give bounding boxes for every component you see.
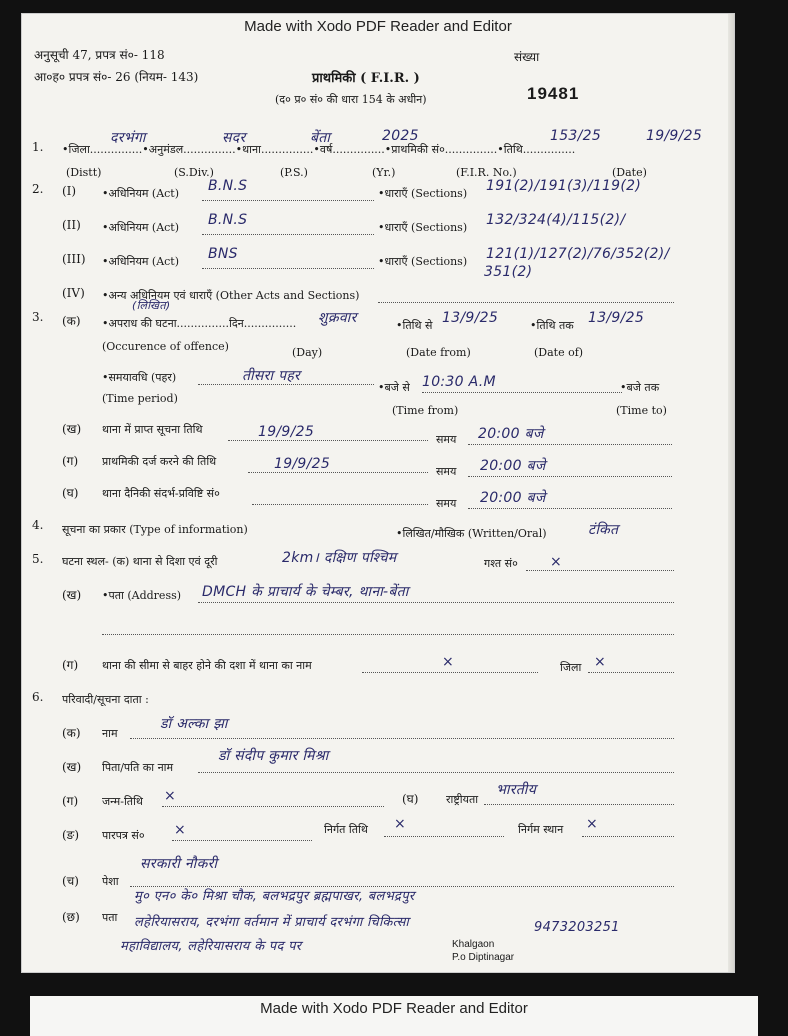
- date-to-value: 13/9/25: [588, 310, 645, 326]
- dob-value: ×: [164, 788, 177, 804]
- act-ii-label: (II): [62, 218, 81, 232]
- sec2-value: 132/324(4)/115(2)/: [486, 212, 626, 228]
- row6-ka: (क): [62, 726, 81, 740]
- complainant-name: डॉ अल्का झा: [160, 716, 228, 732]
- issue-date-label: निर्गत तिथि: [324, 823, 368, 836]
- outside-label: थाना की सीमा से बाहर होने की दशा में थाना का नाम: [102, 659, 312, 672]
- row6-nga: (ङ): [62, 828, 80, 842]
- place-address-line: [198, 602, 674, 603]
- outside-district-value: ×: [594, 654, 607, 670]
- xodo-banner-2: Made with Xodo PDF Reader and Editor: [260, 1000, 528, 1017]
- time-to-label: •बजे तक: [620, 381, 660, 394]
- dist-en: (Distt): [66, 166, 102, 179]
- row6-gha: (घ): [402, 792, 419, 806]
- row3-ka: (क): [62, 314, 81, 328]
- outside-district-label: जिला: [560, 661, 582, 674]
- nationality-line: [484, 804, 674, 805]
- place-address-line-2: [102, 634, 674, 635]
- nationality-value: भारतीय: [496, 782, 537, 798]
- name-label: नाम: [102, 727, 118, 740]
- info-time-label: समय: [436, 433, 457, 446]
- dob-label: जन्म-तिथि: [102, 795, 143, 808]
- row6-ga: (ग): [62, 794, 79, 808]
- sec3-value: 121(1)/127(2)/76/352(2)/: [486, 246, 670, 262]
- info-received-line: [228, 440, 428, 441]
- police-station-value: बेंता: [310, 130, 331, 146]
- occurrence-label: •अपराध की घटना...............दिन...............: [102, 317, 297, 330]
- row6-cha: (च): [62, 874, 79, 888]
- info-received-date: 19/9/25: [258, 424, 315, 440]
- act-label-3: •अधिनियम (Act): [102, 255, 180, 268]
- next-page: [30, 996, 758, 1036]
- row6-num: 6.: [32, 690, 44, 704]
- time-from-line: [422, 392, 622, 393]
- name-line: [130, 738, 674, 739]
- written-oral-label: •लिखित/मौखिक (Written/Oral): [396, 527, 547, 540]
- date-en: (Date): [612, 166, 647, 179]
- row1-num: 1.: [32, 140, 44, 154]
- serial-label: संख्या: [514, 50, 540, 64]
- passport-label: पारपत्र सं०: [102, 829, 145, 842]
- page-edge: [728, 14, 734, 972]
- act-iv-label: (IV): [62, 286, 85, 300]
- row6-kha: (ख): [62, 760, 82, 774]
- fir-time-line: [468, 476, 672, 477]
- act-label-2: •अधिनियम (Act): [102, 221, 180, 234]
- row5-kha: (ख): [62, 588, 82, 602]
- act3-value: BNS: [208, 246, 238, 262]
- form-ref: आ०ह० प्रपत्र सं०- 26 (नियम- 143): [34, 70, 199, 84]
- fir-time-label: समय: [436, 465, 457, 478]
- schedule-ref: अनुसूची 47, प्रपत्र सं०- 118: [34, 48, 165, 62]
- diary-label: थाना दैनिकी संदर्भ-प्रविष्टि सं०: [102, 487, 220, 500]
- time-from-label: •बजे से: [378, 381, 410, 394]
- diary-time: 20:00 बजे: [480, 490, 546, 506]
- fir-no-value: 153/25: [550, 128, 602, 144]
- fir-no-en: (F.I.R. No.): [456, 166, 517, 179]
- serial-number: 19481: [527, 84, 580, 103]
- date-from-en: (Date from): [406, 346, 471, 359]
- other-acts-label: •अन्य अधिनियम एवं धाराएँ (Other Acts and Sections): [102, 289, 360, 302]
- info-type-value: टंकित: [588, 522, 619, 538]
- page-title: प्राथमिकी ( F.I.R. ): [312, 71, 420, 86]
- place-label: घटना स्थल- (क) थाना से दिशा एवं दूरी: [62, 555, 218, 568]
- day-en: (Day): [292, 346, 323, 359]
- other-acts-line: [378, 302, 674, 303]
- act2-value: B.N.S: [208, 212, 248, 228]
- act-label-1: •अधिनियम (Act): [102, 187, 180, 200]
- act1-line: [202, 200, 374, 201]
- outside-line: [362, 672, 538, 673]
- act3-line: [202, 268, 374, 269]
- sec1-value: 191(2)/191(3)/119(2): [486, 178, 642, 194]
- phone-number: 9473203251: [534, 920, 620, 935]
- beat-line: [526, 570, 674, 571]
- row3-num: 3.: [32, 310, 44, 324]
- occupation-label: पेशा: [102, 875, 119, 888]
- ps-en: (P.S.): [280, 166, 308, 179]
- issue-place-line: [582, 836, 674, 837]
- diary-time-line: [468, 508, 672, 509]
- outside-district-line: [588, 672, 674, 673]
- row4-num: 4.: [32, 518, 44, 532]
- date-to-label: •तिथि तक: [530, 319, 574, 332]
- beat-value: ×: [550, 554, 563, 570]
- act-iii-label: (III): [62, 252, 86, 266]
- yr-en: (Yr.): [372, 166, 396, 179]
- fir-date-label: प्राथमिकी दर्ज करने की तिथि: [102, 455, 217, 468]
- father-line: [198, 772, 674, 773]
- fir-entry-time: 20:00 बजे: [480, 458, 546, 474]
- year-value: 2025: [382, 128, 419, 144]
- row3-kha: (ख): [62, 422, 82, 436]
- fir-entry-date: 19/9/25: [274, 456, 331, 472]
- date-from-value: 13/9/25: [442, 310, 499, 326]
- act2-line: [202, 234, 374, 235]
- time-from-value: 10:30 A.M: [422, 374, 496, 390]
- time-to-en: (Time to): [616, 404, 667, 417]
- diary-line: [252, 504, 428, 505]
- nationality-label: राष्ट्रीयता: [446, 793, 479, 806]
- stamp-line-2: P.o Diptinagar: [452, 952, 515, 963]
- address-line-1: मु० एन० के० मिश्रा चौक, बलभद्रपुर ब्रह्मपाखर, बलभद्रपुर: [134, 889, 415, 904]
- time-period-value: तीसरा पहर: [242, 368, 301, 384]
- address-line-2: लहेरियासराय, दरभंगा वर्तमान में प्राचार्य दरभंगा चिकित्सा: [134, 915, 410, 930]
- place-address-label: •पता (Address): [102, 589, 182, 602]
- stamp-line-1: Khalgaon: [452, 939, 495, 950]
- act-i-label: (I): [62, 184, 77, 198]
- day-note: (लिखित): [132, 299, 171, 312]
- occurrence-en: (Occurence of offence): [102, 340, 229, 353]
- sections-label-2: •धाराएँ (Sections): [378, 221, 468, 234]
- place-direction: 2km। दक्षिण पश्चिम: [282, 550, 397, 566]
- issue-date-line: [384, 836, 504, 837]
- diary-time-label: समय: [436, 497, 457, 510]
- passport-line: [172, 840, 312, 841]
- fir-date-line: [248, 472, 428, 473]
- passport-value: ×: [174, 822, 187, 838]
- row1-labels: •जिला...............•अनुमंडल...............•थाना...............•वर्ष...............•प्राथमिकी सं०...............•तिथि...............: [62, 143, 576, 156]
- time-from-en: (Time from): [392, 404, 459, 417]
- complainant-label: परिवादी/सूचना दाता :: [62, 693, 149, 706]
- father-label: पिता/पति का नाम: [102, 761, 174, 774]
- sections-label-3: •धाराएँ (Sections): [378, 255, 468, 268]
- address-line-3: महाविद्यालय, लहेरियासराय के पद पर: [120, 939, 302, 954]
- father-name: डॉ संदीप कुमार मिश्रा: [218, 748, 329, 764]
- district-value: दरभंगा: [110, 130, 146, 146]
- row3-gha: (घ): [62, 486, 79, 500]
- occupation-value: सरकारी नौकरी: [140, 856, 218, 872]
- row6-chha: (छ): [62, 910, 80, 924]
- issue-place-value: ×: [586, 816, 599, 832]
- info-type-label: सूचना का प्रकार (Type of information): [62, 523, 248, 536]
- sec3b-value: 351(2): [484, 264, 533, 280]
- row5-ga: (ग): [62, 658, 79, 672]
- row3-ga: (ग): [62, 454, 79, 468]
- info-received-label: थाना में प्राप्त सूचना तिथि: [102, 423, 203, 436]
- place-address: DMCH के प्राचार्य के चेम्बर, थाना-बेंता: [202, 584, 409, 600]
- fir-page: [22, 14, 734, 972]
- subdivision-value: सदर: [222, 130, 246, 146]
- page-subtitle: (द० प्र० सं० की धारा 154 के अधीन): [275, 93, 427, 106]
- dob-line: [162, 806, 384, 807]
- issue-place-label: निर्गम स्थान: [518, 823, 564, 836]
- act1-value: B.N.S: [208, 178, 248, 194]
- row2-num: 2.: [32, 182, 44, 196]
- time-period-line: [198, 384, 374, 385]
- fir-date-value: 19/9/25: [646, 128, 703, 144]
- info-received-time: 20:00 बजे: [478, 426, 544, 442]
- outside-value: ×: [442, 654, 455, 670]
- stamp: [452, 938, 514, 964]
- sdiv-en: (S.Div.): [174, 166, 214, 179]
- row5-num: 5.: [32, 552, 44, 566]
- time-period-label: •समयावधि (पहर): [102, 371, 177, 384]
- xodo-banner: Made with Xodo PDF Reader and Editor: [244, 18, 512, 35]
- date-from-label: •तिथि से: [396, 319, 433, 332]
- issue-date-value: ×: [394, 816, 407, 832]
- address-label: पता: [102, 911, 118, 924]
- beat-label: गश्त सं०: [484, 557, 518, 570]
- sections-label-1: •धाराएँ (Sections): [378, 187, 468, 200]
- info-time-line: [468, 444, 672, 445]
- time-period-en: (Time period): [102, 392, 178, 405]
- day-value: शुक्रवार: [318, 310, 357, 326]
- date-of-en: (Date of): [534, 346, 584, 359]
